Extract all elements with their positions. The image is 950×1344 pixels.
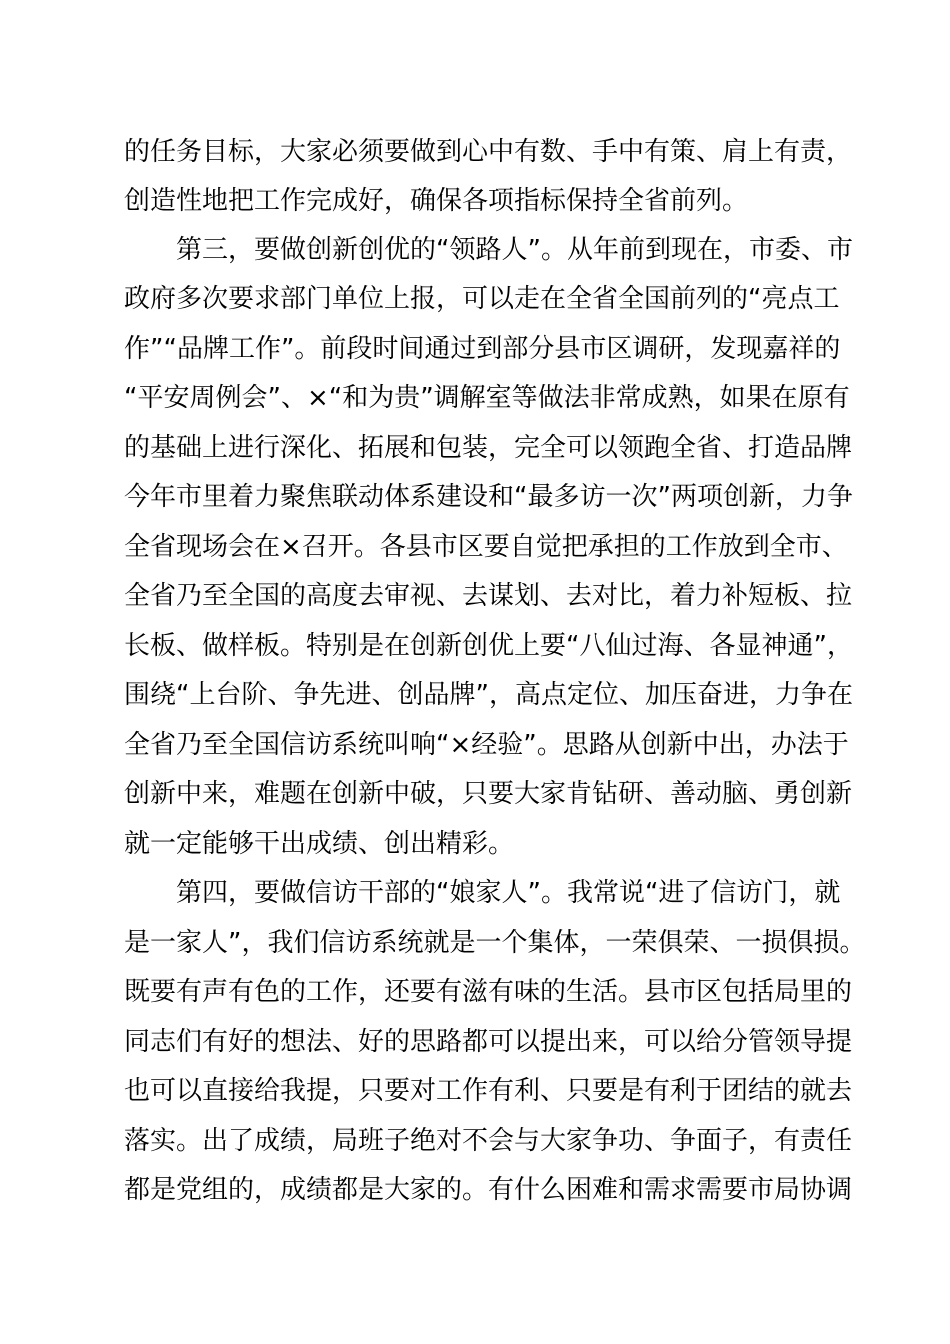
text-line: 政府多次要求部门单位上报，可以走在全省全国前列的“亮点工: [124, 284, 840, 314]
text-line: 就一定能够干出成绩、创出精彩。: [124, 829, 515, 859]
text-line: 全省乃至全国信访系统叫响“×经验”。思路从创新中出，办法于: [124, 730, 849, 760]
text-line: 是一家人”，我们信访系统就是一个集体，一荣俱荣、一损俱损。: [124, 928, 866, 958]
text-line: 创造性地把工作完成好，确保各项指标保持全省前列。: [124, 186, 749, 216]
text-line: 长板、做样板。特别是在创新创优上要“八仙过海、各显神通”，: [124, 631, 853, 661]
paragraph-start-line: 第四，要做信访干部的“娘家人”。我常说“进了信访门，就: [176, 878, 841, 908]
text-line: 作”“品牌工作”。前段时间通过到部分县市区调研，发现嘉祥的: [124, 334, 841, 364]
text-line: 既要有声有色的工作，还要有滋有味的生活。县市区包括局里的: [124, 977, 853, 1007]
text-line: “平安周例会”、×“和为贵”调解室等做法非常成熟，如果在原有: [124, 383, 850, 413]
text-line: 创新中来，难题在创新中破，只要大家肯钻研、善动脑、勇创新: [124, 779, 853, 809]
text-line: 也可以直接给我提，只要对工作有利、只要是有利于团结的就去: [124, 1076, 853, 1106]
text-line: 的任务目标，大家必须要做到心中有数、手中有策、肩上有责，: [124, 137, 853, 167]
text-line: 全省乃至全国的高度去审视、去谋划、去对比，着力补短板、拉: [124, 581, 853, 611]
text-line: 同志们有好的想法、好的思路都可以提出来，可以给分管领导提: [124, 1027, 853, 1057]
paragraph-start-line: 第三，要做创新创优的“领路人”。从年前到现在，市委、市: [176, 235, 853, 265]
text-line: 的基础上进行深化、拓展和包装，完全可以领跑全省、打造品牌: [124, 433, 853, 463]
text-line: 都是党组的，成绩都是大家的。有什么困难和需求需要市局协调: [124, 1175, 853, 1205]
text-line: 围绕“上台阶、争先进、创品牌”，高点定位、加压奋进，力争在: [124, 680, 853, 710]
text-line: 今年市里着力聚焦联动体系建设和“最多访一次”两项创新，力争: [124, 482, 853, 512]
text-line: 全省现场会在×召开。各县市区要自觉把承担的工作放到全市、: [124, 532, 848, 562]
text-line: 落实。出了成绩，局班子绝对不会与大家争功、争面子，有责任: [124, 1126, 853, 1156]
